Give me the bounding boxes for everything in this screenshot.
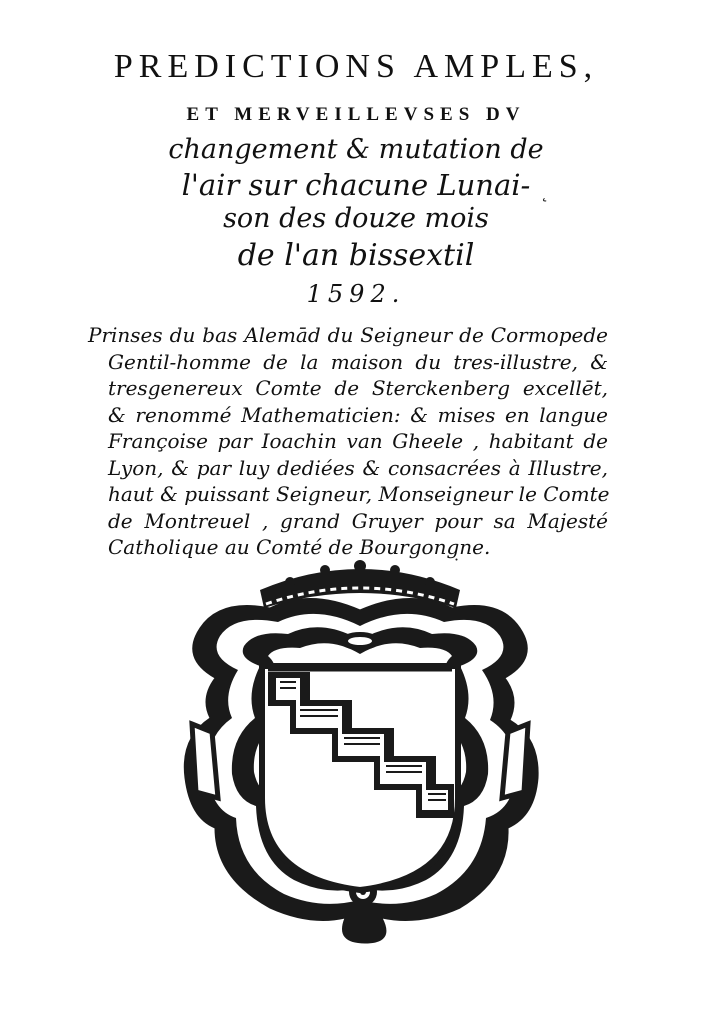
body-line: & renommé Mathematicien: & mises en langue: [108, 402, 608, 427]
body-line: Françoise par Ioachin van Gheele , habitant de: [108, 429, 608, 453]
body-line: Gentil-homme de la maison du tres-illustre, &: [108, 349, 608, 374]
body-line: haut & puissant Seigneur, Monseigneur le Comte: [108, 482, 610, 506]
ink-speck: ˛: [540, 182, 549, 203]
title-line-4: l'air sur chacune Lunai-: [181, 168, 531, 202]
title-line-6: de l'an bissextil: [237, 238, 475, 273]
title-line-3: changement & mutation de: [168, 134, 544, 165]
ink-speck: ˙: [452, 556, 461, 577]
body-line: Lyon, & par luy dediées & consacrées à Illustre,: [108, 455, 608, 480]
title-line-2: ET MERVEILLEVSES DV: [186, 104, 526, 125]
year: 1592.: [306, 280, 406, 308]
dedication-paragraph: [88, 322, 608, 561]
title-line-5: son des douze mois: [223, 203, 489, 234]
body-line: tresgenereux Comte de Sterckenberg excellēt,: [108, 376, 608, 400]
coat-of-arms-emblem: [160, 548, 560, 948]
body-line: Prinses du bas Alemād du Seigneur de Cormopede: [88, 323, 608, 347]
body-line: Catholique au Comté de Bourgongne.: [108, 535, 491, 559]
body-line: de Montreuel , grand Gruyer pour sa Majesté: [108, 508, 608, 533]
title-line-1: PREDICTIONS AMPLES,: [113, 48, 599, 85]
